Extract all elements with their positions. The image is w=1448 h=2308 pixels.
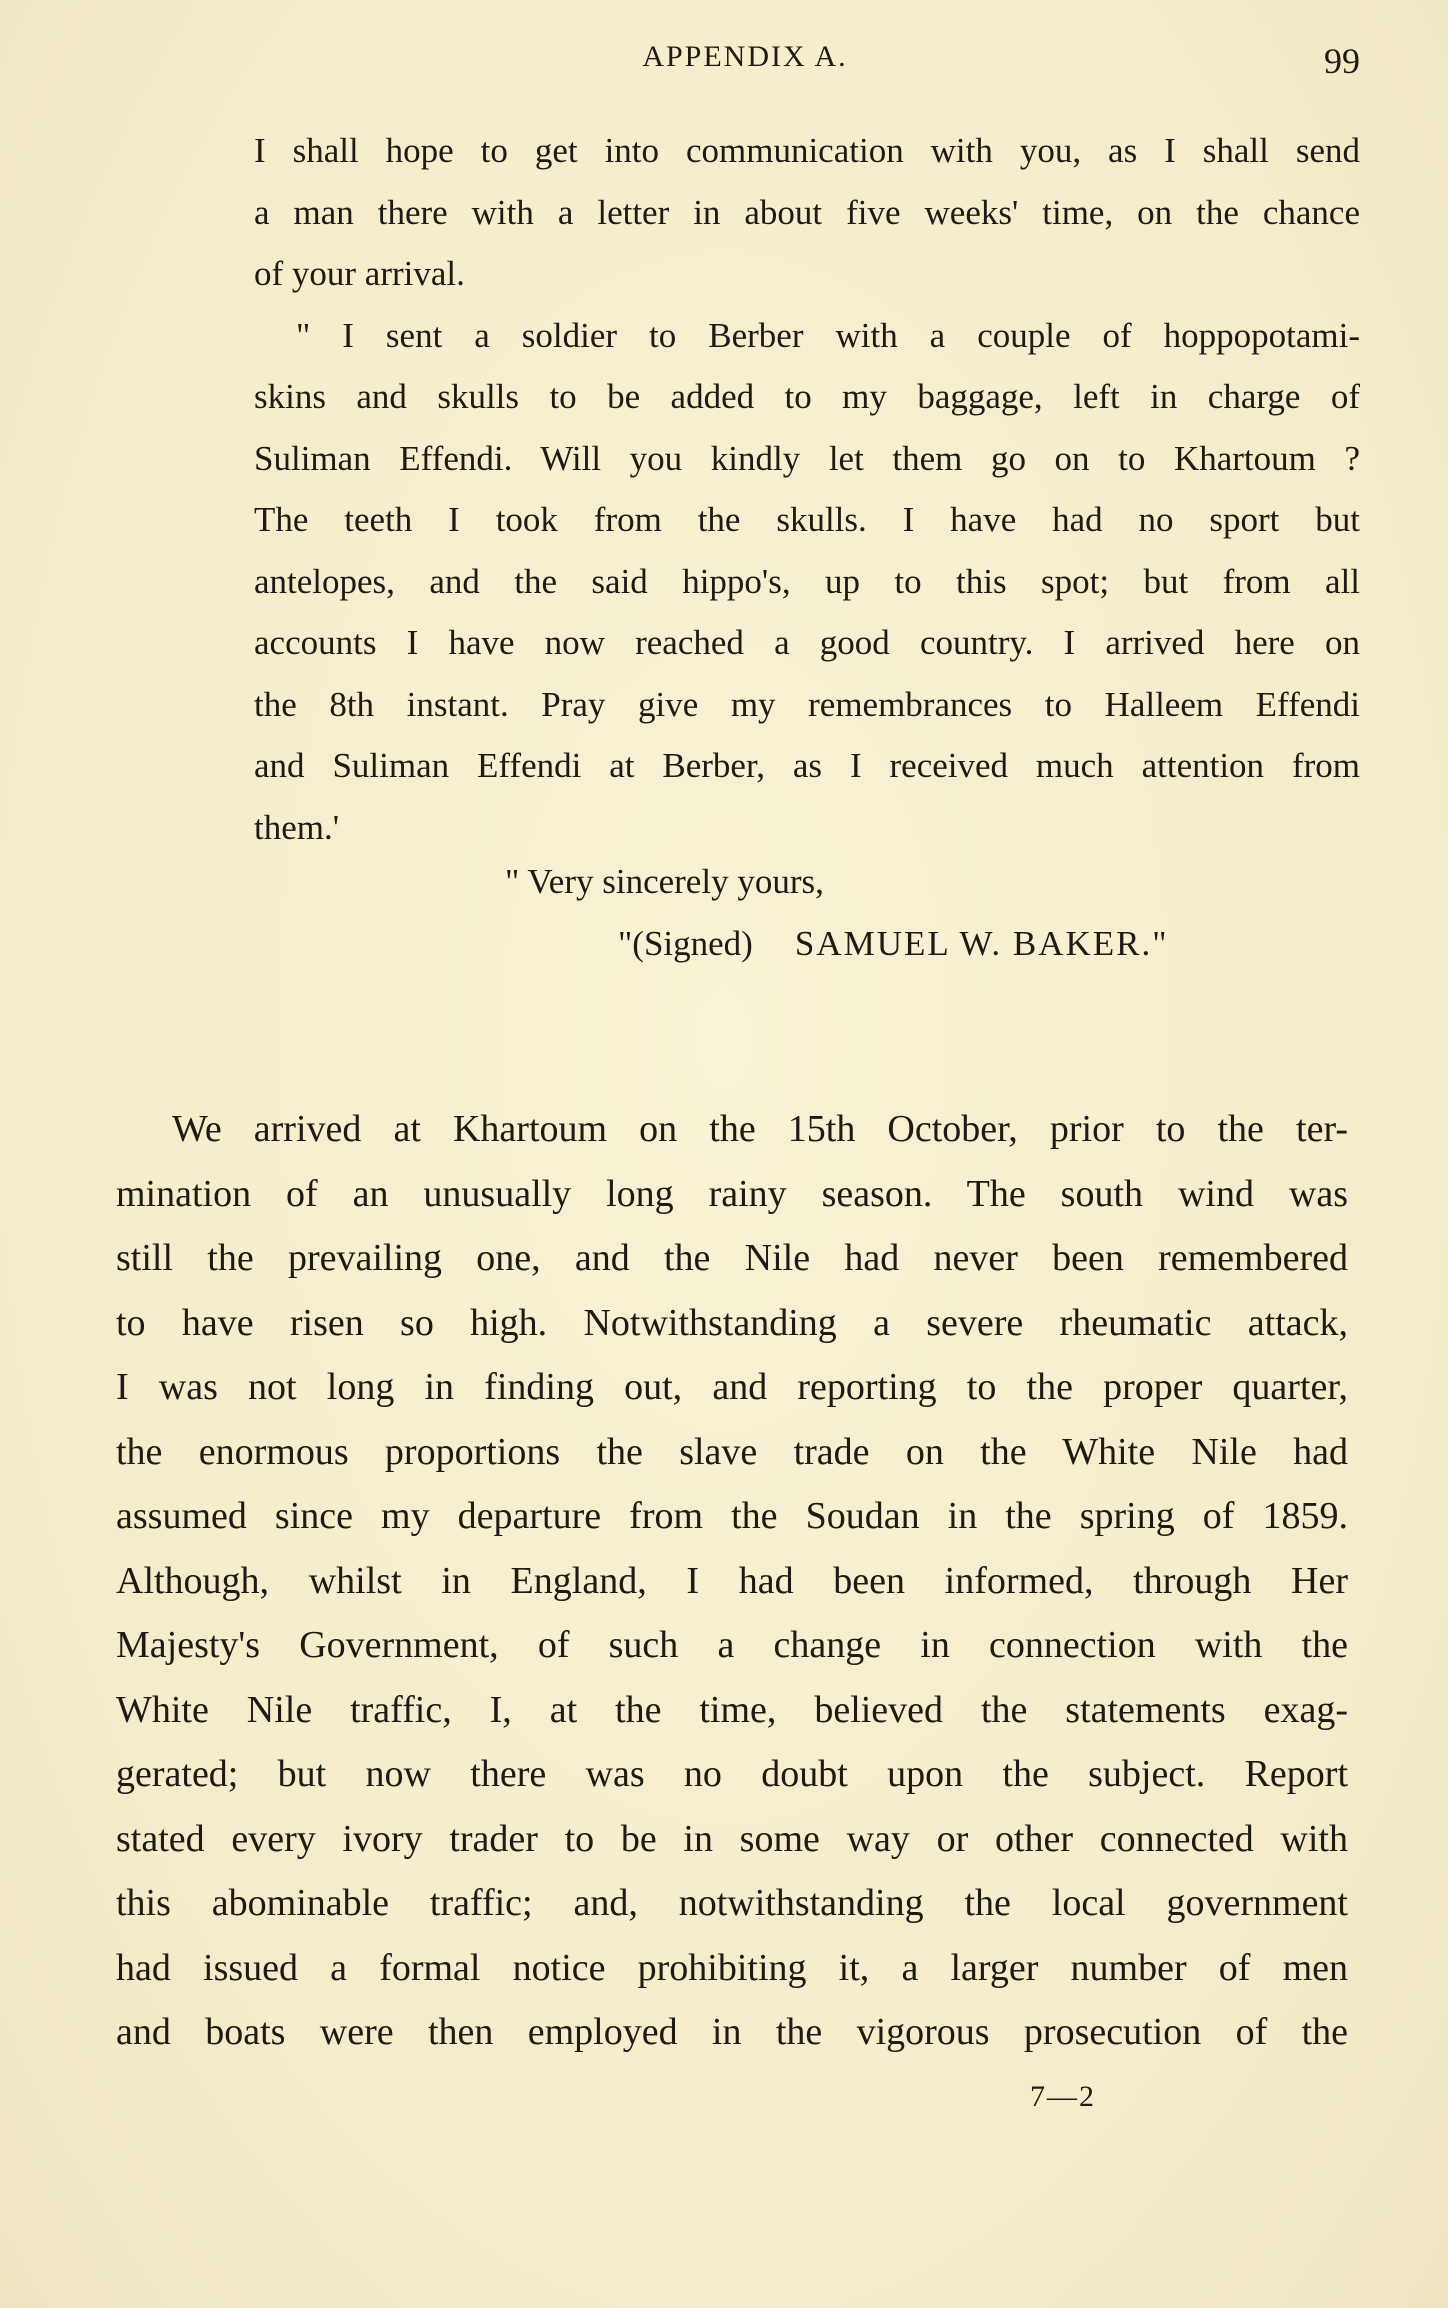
letter-line: them.' (254, 807, 340, 847)
letter-line: Suliman Effendi. Will you kindly let them go on to Khartoum ? (254, 438, 1360, 478)
body-line: Although, whilst in England, I had been informed, through Her (116, 1559, 1348, 1602)
page-number: 99 (1324, 41, 1360, 81)
letter-line: antelopes, and the said hippo's, up to this spot; but from all (254, 561, 1360, 601)
letter-line: accounts I have now reached a good country. I arrived here on (254, 623, 1360, 662)
body-line: and boats were then employed in the vigorous prosecution of the (116, 2011, 1348, 2053)
body-line: gerated; but now there was no doubt upon the subject. Report (116, 1753, 1348, 1795)
running-header: APPENDIX A. (642, 40, 848, 73)
letter-line: of your arrival. (254, 254, 465, 293)
body-line: to have risen so high. Notwithstanding a severe rheumatic attack, (116, 1301, 1348, 1344)
letter-signature (618, 924, 1169, 964)
letter-line: skins and skulls to be added to my baggage, left in charge of (254, 377, 1360, 416)
body-line: White Nile traffic, I, at the time, believed the statements exag- (116, 1688, 1348, 1731)
letter-line: a man there with a letter in about five weeks' time, on the chance (254, 192, 1360, 232)
letter-line: I shall hope to get into communication with you, as I shall send (254, 131, 1360, 170)
letter-line: The teeth I took from the skulls. I have had no sport but (254, 500, 1360, 539)
printer-signature-mark: 7—2 (1030, 2080, 1096, 2113)
body-line: Majesty's Government, of such a change in connection with the (116, 1624, 1348, 1666)
letter-closing: " Very sincerely yours, (505, 862, 824, 901)
body-line: the enormous proportions the slave trade on the White Nile had (116, 1430, 1348, 1473)
letter-line: the 8th instant. Pray give my remembrances to Halleem Effendi (254, 684, 1360, 724)
body-line: had issued a formal notice prohibiting it, a larger number of men (116, 1946, 1348, 1989)
body-paragraph (116, 1097, 1348, 2065)
body-line: still the prevailing one, and the Nile had never been remembered (116, 1237, 1348, 1279)
signed-label: "(Signed) (618, 924, 753, 963)
letter-line: and Suliman Effendi at Berber, as I received much attention from (254, 746, 1360, 785)
letter-line: " I sent a soldier to Berber with a couple of hoppopotami- (296, 315, 1360, 355)
body-line: this abominable traffic; and, notwithstanding the local government (116, 1882, 1348, 1924)
quoted-letter (254, 120, 1360, 858)
body-line: mination of an unusually long rainy season. The south wind was (116, 1172, 1348, 1215)
body-line: I was not long in finding out, and reporting to the proper quarter, (116, 1366, 1348, 1408)
body-line: assumed since my departure from the Soudan in the spring of 1859. (116, 1495, 1348, 1537)
body-line: We arrived at Khartoum on the 15th October, prior to the ter- (172, 1108, 1348, 1150)
body-line: stated every ivory trader to be in some way or other connected with (116, 1817, 1348, 1860)
signer-name: SAMUEL W. BAKER." (794, 924, 1169, 963)
